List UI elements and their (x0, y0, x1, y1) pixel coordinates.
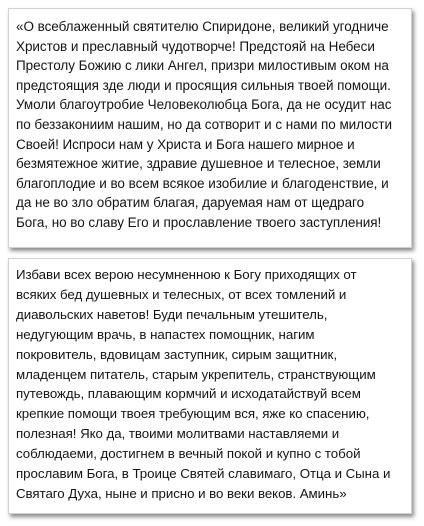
text-line: Своей! Испроси нам у Христа и Бога нашего мирное и (16, 136, 355, 152)
text-line: прославим Бога, в Троице Святей славимаго, Отца и Сына и (16, 466, 391, 482)
text-line: покровитель, вдовицам заступник, сирым защитник, (16, 346, 337, 362)
text-line: Умоли благоутробие Человеколюбца Бога, да не осудит нас (16, 97, 392, 113)
text-line: всяких бед душевных и телесных, от всех томлений и (16, 286, 347, 302)
text-line: недугующим врачь, в напастех помощник, нагим (16, 326, 315, 342)
prayer-text-block-2 (8, 258, 412, 514)
text-line: Избави всех верою несумненною к Богу приходящих от (16, 267, 357, 282)
text-line: соблюдаеми, достигнем в вечный покой и купно с тобой (16, 446, 361, 462)
text-line: Бога, но во славу Его и прославление твоего заступления! (16, 214, 382, 230)
text-line: Святаго Духа, ныне и присно и во веки веков. Аминь» (16, 485, 347, 501)
text-line: Христов и преславный чудотворче! Предстояй на Небеси (16, 38, 375, 54)
text-line: путевождь, плавающим кормчий и исходатайствуй всем (16, 386, 361, 402)
text-line: крепкие помощи твоея требующим вся, яже ко спасению, (16, 406, 370, 422)
text-line: благоплодие и во всем всякое изобилие и благоденствие, и (16, 175, 389, 191)
text-line: «О всеблаженный святителю Спиридоне, великий угодниче (16, 19, 389, 34)
prayer-text-block-1 (8, 8, 412, 248)
text-line: диавольских наветов! Буди печальным утешитель, (16, 306, 328, 322)
text-line: предстоящия зде люди и просящия сильныя твоей помощи. (16, 77, 391, 93)
text-line: Престолу Божию с лики Ангел, призри милостивым оком на (16, 58, 389, 74)
text-line: да не во зло обратим благая, даруемая нам от щедраго (16, 195, 365, 211)
text-line: младенцем питатель, старым укрепитель, странствующим (16, 366, 376, 382)
text-line: полезная! Яко да, твоими молитвами наставляеми и (16, 426, 340, 442)
text-line: безмятежное житие, здравие душевное и телесное, земли (16, 156, 381, 172)
text-line: по беззакониим нашим, но да сотворит и с нами по милости (16, 116, 392, 132)
